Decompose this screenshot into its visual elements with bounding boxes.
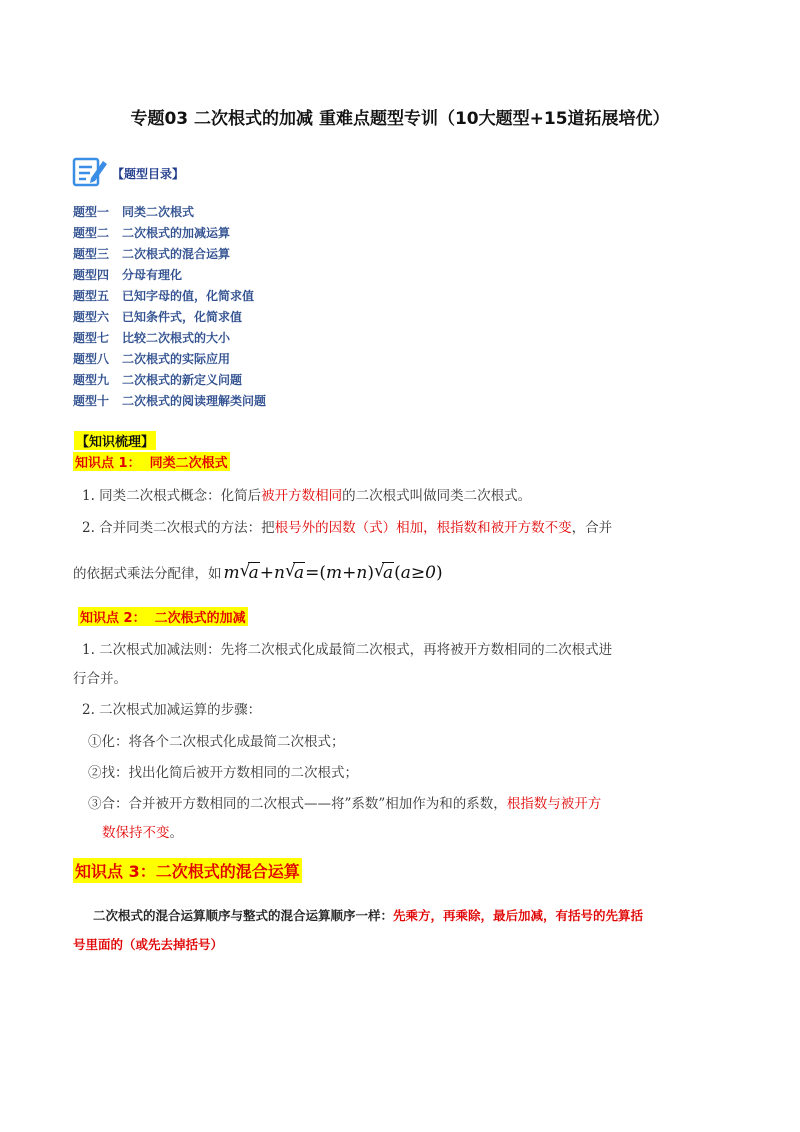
k1-paragraph-2 xyxy=(82,516,612,536)
sqrt-symbol: √ a xyxy=(239,561,259,583)
toc-item xyxy=(73,349,266,370)
formula-var: n xyxy=(274,563,285,583)
sqrt-symbol: √ a xyxy=(373,561,394,583)
formula-op: ) xyxy=(367,563,374,583)
toc-item xyxy=(73,244,266,265)
toc-item-number: 题型十 xyxy=(73,394,110,408)
red-emphasis: 被开方数相同 xyxy=(261,488,343,504)
k2-title-number: 知识点 2： xyxy=(80,611,146,626)
k2-step-3 xyxy=(88,792,601,812)
toc-item xyxy=(73,370,266,391)
formula-op: + xyxy=(259,563,275,583)
toc-item xyxy=(73,202,266,223)
toc-item-label: 二次根式的新定义问题 xyxy=(122,373,243,387)
k1-title-text: 同类二次根式 xyxy=(149,456,228,471)
k3-paragraph xyxy=(93,906,643,924)
formula-condition: a≥0 xyxy=(400,563,436,583)
toc-item-number: 题型一 xyxy=(73,205,110,219)
toc-item-label: 比较二次根式的大小 xyxy=(122,331,231,345)
toc-heading xyxy=(72,154,184,188)
text-run: 的二次根式叫做同类二次根式。 xyxy=(342,488,532,504)
k2-step-3-cont xyxy=(102,821,183,841)
formula-op: ) xyxy=(435,563,443,583)
red-emphasis: 根指数与被开方 xyxy=(506,796,602,812)
toc-item-number: 题型七 xyxy=(73,331,110,345)
toc-item xyxy=(73,265,266,286)
distributive-formula xyxy=(224,563,443,583)
toc-item-number: 题型二 xyxy=(73,226,110,240)
text-run: ③合：合并被开方数相同的二次根式——将”系数”相加作为和的系数， xyxy=(88,796,507,812)
toc-item-label: 二次根式的混合运算 xyxy=(122,247,231,261)
toc-item xyxy=(73,223,266,244)
toc-item-label: 分母有理化 xyxy=(122,268,183,282)
toc-item-label: 同类二次根式 xyxy=(122,205,195,219)
knowledge-section-header: 【知识梳理】 xyxy=(74,431,156,450)
text-run: 的依据式乘法分配律，如 xyxy=(73,566,222,582)
red-emphasis: 数保持不变 xyxy=(102,825,170,841)
k3-title: 知识点 3：二次根式的混合运算 xyxy=(73,858,302,883)
toc-item-number: 题型九 xyxy=(73,373,110,387)
toc-item-label: 二次根式的实际应用 xyxy=(122,352,231,366)
text-run: 。 xyxy=(169,825,183,841)
toc-list xyxy=(73,202,266,412)
text-run: 2. 合并同类二次根式的方法：把 xyxy=(82,520,275,536)
toc-item xyxy=(73,391,266,412)
k1-paragraph-1 xyxy=(82,484,531,504)
toc-item-number: 题型五 xyxy=(73,289,110,303)
formula-var: m+n xyxy=(326,563,368,583)
formula-op: ( xyxy=(319,563,326,583)
k2-step-1: ①化：将各个二次根式化成最简二次根式； xyxy=(88,734,345,750)
k2-title xyxy=(78,607,248,626)
toc-item-number: 题型六 xyxy=(73,310,110,324)
k3-paragraph-cont xyxy=(73,935,223,953)
k2-title-text: 二次根式的加减 xyxy=(154,611,246,626)
k2-step-2: ②找：找出化简后被开方数相同的二次根式； xyxy=(88,765,358,781)
text-run: ，合并 xyxy=(571,520,613,536)
toc-item xyxy=(73,286,266,307)
red-emphasis: 根号外的因数（式）相加，根指数和被开方数不变 xyxy=(274,520,572,536)
toc-item-label: 二次根式的阅读理解类问题 xyxy=(122,394,267,408)
formula-op: = xyxy=(305,563,320,583)
toc-item-label: 二次根式的加减运算 xyxy=(122,226,231,240)
toc-item xyxy=(73,328,266,349)
toc-item-label: 已知字母的值，化简求值 xyxy=(122,289,255,303)
toc-item-number: 题型三 xyxy=(73,247,110,261)
text-run: 1. 同类二次根式概念：化简后 xyxy=(82,488,262,504)
k2-paragraph-1: 1. 二次根式加减法则：先将二次根式化成最简二次根式，再将被开方数相同的二次根式进 xyxy=(82,642,613,658)
k1-paragraph-3 xyxy=(73,562,443,583)
formula-var: a xyxy=(382,563,394,583)
page-title: 专题03 二次根式的加减 重难点题型专训（10大题型+15道拓展培优） xyxy=(130,109,670,129)
red-emphasis: 先乘方，再乘除，最后加减，有括号的先算括 xyxy=(393,908,644,923)
toc-item-number: 题型四 xyxy=(73,268,110,282)
toc-item-label: 已知条件式，化简求值 xyxy=(122,310,243,324)
notepad-pencil-icon xyxy=(72,154,108,188)
formula-var: a xyxy=(293,563,305,583)
formula-op: ( xyxy=(394,563,401,583)
formula-var: m xyxy=(223,563,240,583)
text-run: 二次根式的混合运算顺序与整式的混合运算顺序一样： xyxy=(93,908,394,923)
k1-title xyxy=(73,452,230,471)
sqrt-symbol: √ a xyxy=(284,561,305,583)
toc-item-number: 题型八 xyxy=(73,352,110,366)
k2-paragraph-2: 2. 二次根式加减运算的步骤： xyxy=(82,702,262,718)
toc-item xyxy=(73,307,266,328)
k2-paragraph-1-cont: 行合并。 xyxy=(73,671,127,687)
formula-var: a xyxy=(248,563,259,583)
k1-title-number: 知识点 1： xyxy=(75,456,141,471)
toc-heading-label: 【题型目录】 xyxy=(112,166,185,181)
red-emphasis: 号里面的（或先去掉括号） xyxy=(73,937,224,952)
